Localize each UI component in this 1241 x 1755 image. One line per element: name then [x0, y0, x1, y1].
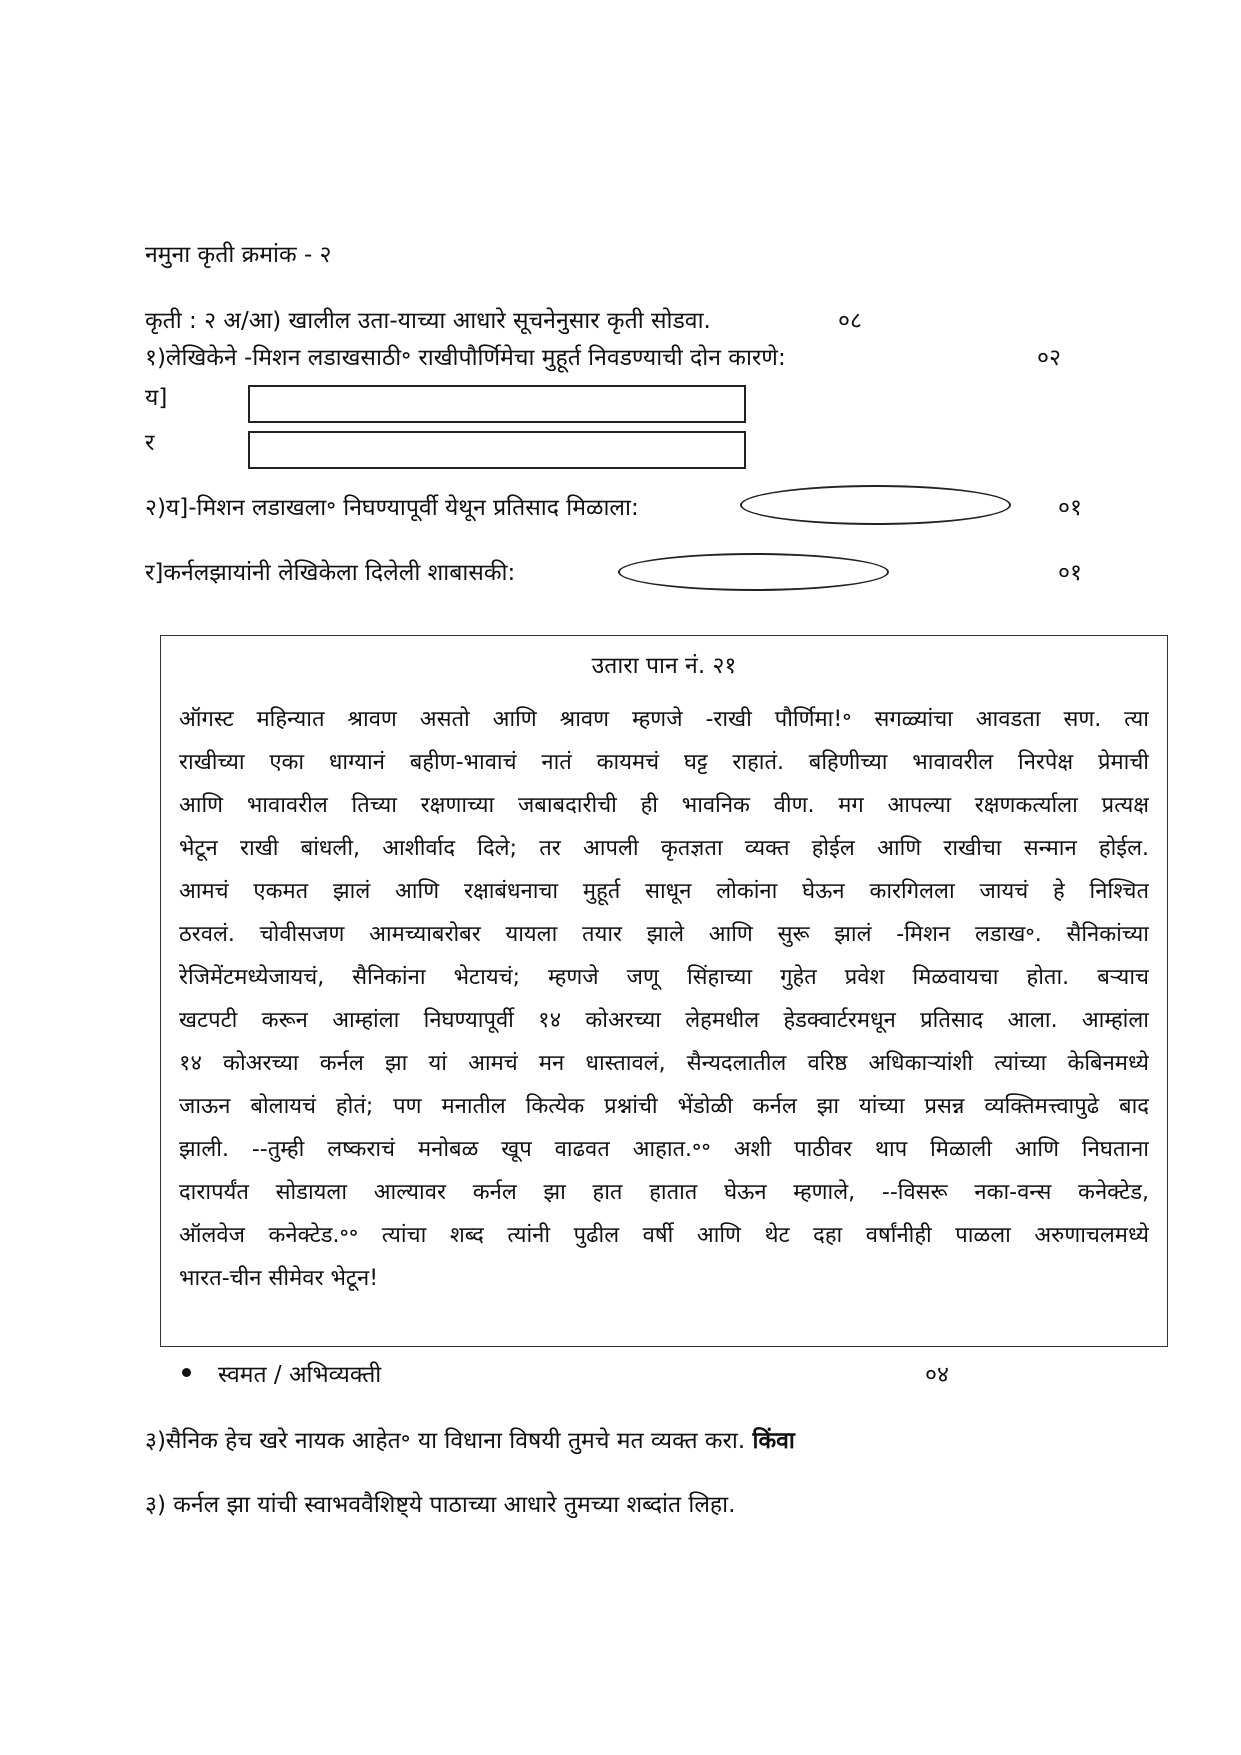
passage-line: ऑलवेज कनेक्टेड.॰॰ त्यांचा शब्द त्यांनी पुढील वर्षी आणि थेट दहा वर्षांनीही पाळला अरुणाचलमध्ये	[179, 1223, 1149, 1248]
answer-label-a: य]	[145, 385, 168, 411]
passage-line: भेटून राखी बांधली, आशीर्वाद दिले; तर आपली कृतज्ञता व्यक्त होईल आणि राखीचा सन्मान होईल.	[179, 836, 1149, 861]
passage-line: रेजिमेंटमध्येजायचं, सैनिकांना भेटायचं; म्हणजे जणू सिंहाच्या गुहेत प्रवेश मिळवायचा होता. बऱ्याच	[179, 965, 1149, 990]
bullet-icon	[182, 1368, 191, 1377]
question-2b-marks: ०१	[1058, 560, 1082, 586]
passage-line: ऑगस्ट महिन्यात श्रावण असतो आणि श्रावण म्हणजे -राखी पौर्णिमा!॰ सगळ्यांचा आवडता सण. त्या	[179, 707, 1149, 732]
passage-line: आणि भावावरील तिच्या रक्षणाच्या जबाबदारीची ही भावनिक वीण. मग आपल्या रक्षणकर्त्याला प्रत्यक्ष	[179, 793, 1149, 818]
passage-line: १४ कोअरच्या कर्नल झा यां आमचं मन धास्तावलं, सैन्यदलातील वरिष्ठ अधिकाऱ्यांशी त्यांच्या केबिनमध्ये	[179, 1051, 1149, 1076]
activity-marks: ०८	[838, 308, 862, 334]
answer-label-b: र	[145, 430, 155, 456]
passage-line: झाली. --तुम्ही लष्कराचं मनोबळ खूप वाढवत आहात.॰॰ अशी पाठीवर थाप मिळाली आणि निघताना	[179, 1137, 1149, 1162]
answer-oval-2b[interactable]	[618, 553, 889, 591]
passage-line: भारत-चीन सीमेवर भेटून!	[179, 1266, 379, 1291]
passage-box	[160, 635, 1168, 1347]
answer-oval-2a[interactable]	[740, 485, 1011, 525]
page-heading: नमुना कृती क्रमांक - २	[145, 242, 332, 268]
passage-line: ठरवलं. चोवीसजण आमच्याबरोबर यायला तयार झाले आणि सुरू झालं -मिशन लडाख॰. सैनिकांच्या	[179, 922, 1149, 947]
question-3b-text: ३) कर्नल झा यांची स्वाभववैशिष्ट्ये पाठाच्या आधारे तुमच्या शब्दांत लिहा.	[145, 1492, 736, 1518]
passage-line: आमचं एकमत झालं आणि रक्षाबंधनाचा मुहूर्त साधून लोकांना घेऊन कारगिलला जायचं हे निश्चित	[179, 879, 1149, 904]
passage-line: खटपटी करून आम्हांला निघण्यापूर्वी १४ कोअरच्या लेहमधील हेडक्वार्टरमधून प्रतिसाद आला. आम्हांला	[179, 1008, 1149, 1033]
passage-title: उतारा पान नं. २१	[591, 653, 737, 679]
question-2b-text: र]कर्नलझायांनी लेखिकेला दिलेली शाबासकी:	[145, 560, 516, 586]
question-2a-text: २)य]-मिशन लडाखला॰ निघण्यापूर्वी येथून प्रतिसाद मिळाला:	[145, 495, 639, 521]
question-1-marks: ०२	[1037, 345, 1061, 371]
passage-line: जाऊन बोलायचं होतं; पण मनातील कित्येक प्रश्नांची भेंडोळी कर्नल झा यांच्या प्रसन्न व्यक्तिमत्त्वापुढे बाद	[179, 1094, 1149, 1119]
or-separator: किंवा	[752, 1428, 795, 1454]
passage-line: दारापर्यंत सोडायला आल्यावर कर्नल झा हात हातात घेऊन म्हणाले, --विसरू नका-वन्स कनेक्टेड,	[179, 1180, 1149, 1205]
question-3a-statement: ३)सैनिक हेच खरे नायक आहेत॰ या विधाना विषयी तुमचे मत व्यक्त करा.	[145, 1428, 746, 1454]
passage-line: राखीच्या एका धाग्यानं बहीण-भावाचं नातं कायमचं घट्ट राहातं. बहिणीच्या भावावरील निरपेक्ष प्रेमाची	[179, 750, 1149, 775]
question-3a-text	[145, 1423, 795, 1455]
answer-box-b[interactable]	[248, 431, 746, 469]
opinion-label: स्वमत / अभिव्यक्ती	[218, 1362, 382, 1388]
question-2a-marks: ०१	[1058, 495, 1082, 521]
question-1-text: १)लेखिकेने -मिशन लडाखसाठी॰ राखीपौर्णिमेचा मुहूर्त निवडण्याची दोन कारणे:	[145, 345, 786, 371]
answer-box-a[interactable]	[248, 385, 746, 423]
passage-text	[179, 698, 1149, 1300]
activity-title: कृती : २ अ/आ) खालील उता-याच्या आधारे सूचनेनुसार कृती सोडवा.	[145, 308, 711, 334]
opinion-marks: ०४	[925, 1362, 949, 1388]
